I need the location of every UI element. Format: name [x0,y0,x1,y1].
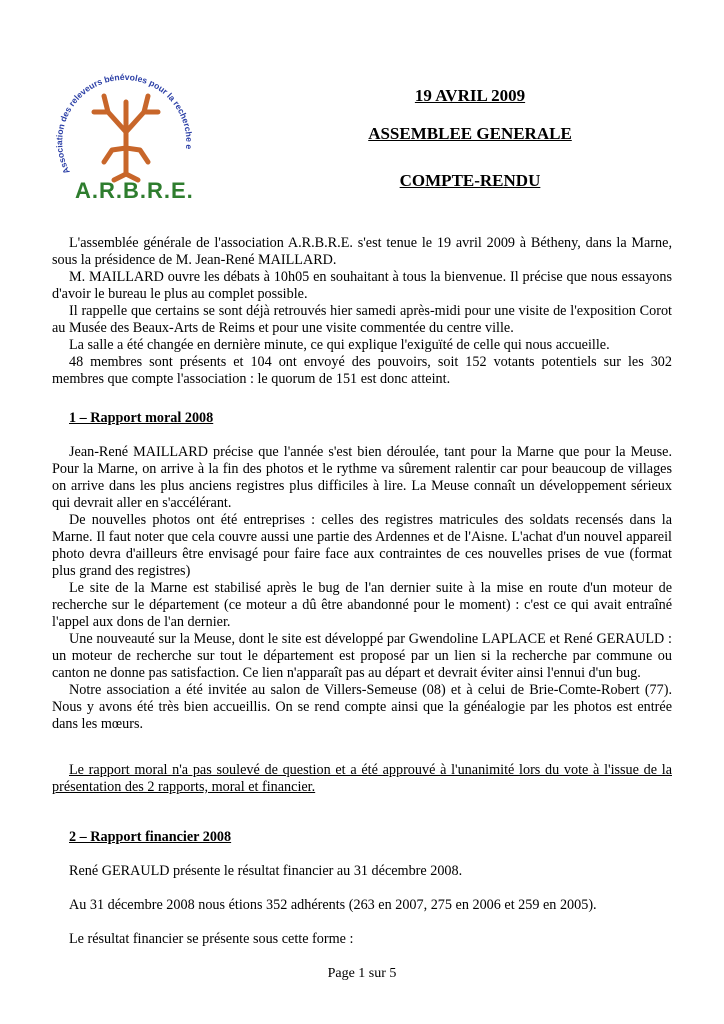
section-2-title-block [52,829,672,846]
section-2-paragraph: Au 31 décembre 2008 nous étions 352 adhérents (263 en 2007, 275 en 2006 et 259 en 2005). [69,897,597,913]
section-2-p3-block [52,931,672,948]
intro-paragraph: L'assemblée générale de l'association A.R.B.R.E. s'est tenue le 19 avril 2009 à Bétheny, dans la Marne, sous la présidence de M. Jean-René MAILLARD. [52,235,672,268]
section-2-paragraph: Le résultat financier se présente sous cette forme : [69,931,354,947]
svg-text:Association des releveurs béné [48,52,194,176]
section-1-paragraph: Une nouveauté sur la Meuse, dont le site est développé par Gwendoline LAPLACE et René GERAULD : un moteur de recherche sur tout le département est proposé par un lien si la recherche par commune ou canton ne donne pas satisfaction. Ce lien n'apparaît pas au départ et devrait éviter ainsi l'ennui d'un bug. [52,631,672,681]
section-1-paragraph: Jean-René MAILLARD précise que l'année s'est bien déroulée, tant pour la Marne que pour la Meuse. Pour la Marne, on arrive à la fin des photos et le rythme va sûrement ralentir car pour beaucoup de villages on arrive dans les plus anciens registres plus difficiles à lire. La Meuse connaît un développement sérieux qui devrait aller en s'accélérant. [52,444,672,511]
section-1-paragraph: De nouvelles photos ont été entreprises : celles des registres matricules des soldats recensés dans la Marne. Il faut noter que cela couvre aussi une partie des Ardennes et de l'Aisne. L'achat d'un nouvel appareil photo devra d'ailleurs être envisagé pour faire face aux contraintes de ces nouvelles prises de vue (format plus grand des registres) [52,512,672,579]
section-1-body [52,444,672,733]
section-2-p2-block [52,897,672,914]
meeting-date: 19 AVRIL 2009 [414,86,526,105]
section-1-approval: Le rapport moral n'a pas soulevé de question et a été approuvé à l'unanimité lors du vote à l'issue de la présentation des 2 rapports, moral et financier. [52,762,672,795]
section-1-paragraph: Le site de la Marne est stabilisé après le bug de l'an dernier suite à la mise en route d'un moteur de recherche sur le département (ce moteur a dû être abandonné pour le moment) : c'est ce qui avait entraîné l'appel aux dons de l'an dernier. [52,580,672,630]
section-1-title: 1 – Rapport moral 2008 [69,410,214,426]
intro-paragraph: Il rappelle que certains se sont déjà retrouvés hier samedi après-midi pour une visite de l'exposition Corot au Musée des Beaux-Arts de Reims et pour une visite commentée du centre ville. [52,303,672,336]
intro-section [52,235,672,388]
intro-paragraph: 48 membres sont présents et 104 ont envoyé des pouvoirs, soit 152 votants potentiels sur les 302 membres que compte l'association : le quorum de 151 est donc atteint. [52,354,672,387]
section-1-title-block [52,410,672,427]
section-1-paragraph: Notre association a été invitée au salon de Villers-Semeuse (08) et à celui de Brie-Comte-Robert (77). Nous y avons été très bien accueillis. On se rend compte ainsi que la généalogie par les photos est entrée dans les mœurs. [52,682,672,732]
intro-paragraph: M. MAILLARD ouvre les débats à 10h05 en souhaitant à tous la bienvenue. Il précise que nous essayons d'avoir le bureau le plus au complet possible. [52,269,672,302]
section-2-paragraph: René GERAULD présente le résultat financier au 31 décembre 2008. [69,863,463,879]
intro-paragraph: La salle a été changée en dernière minute, ce qui explique l'exiguïté de celle qui nous accueille. [69,337,610,353]
section-2-p1-block [52,863,672,880]
logo-arc-text: Association des releveurs bénévoles pour la recherche e [54,71,195,176]
document-title: ASSEMBLEE GENERALE [368,124,572,143]
section-1-approval-block [52,762,672,796]
page-number: Page 1 sur 5 [327,966,397,981]
logo-wordmark: A.R.B.R.E. [75,178,194,203]
document-subtitle: COMPTE-RENDU [399,171,541,190]
section-2-title: 2 – Rapport financier 2008 [69,829,232,845]
